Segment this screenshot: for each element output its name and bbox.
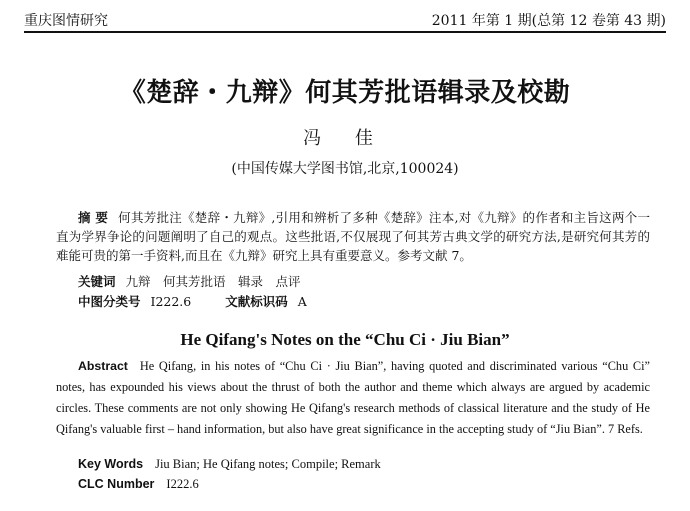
english-clc-label: CLC Number [78, 477, 155, 491]
chinese-clc [78, 292, 307, 310]
chinese-keywords [78, 272, 301, 290]
english-clc [78, 477, 199, 492]
chinese-abstract [56, 208, 650, 265]
paper-title: 《楚辞・九辩》何其芳批语辑录及校勘 [119, 78, 571, 108]
chinese-abstract-text: 何其芳批注《楚辞・九辩》,引用和辨析了多种《楚辞》注本,对《九辩》的作者和主旨这两个一直为学界争论的问题阐明了自己的观点。这些批语,不仅展现了何其芳古典文学的研究方法,是研究何其芳的难能可贵的第一手资料,而且在《九辩》研究上具有重要意义。参考文献 7。 [56, 210, 650, 263]
chinese-abstract-label: 摘 要 [78, 210, 109, 225]
english-keywords-text: Jiu Bian; He Qifang notes; Compile; Remark [155, 457, 381, 471]
running-header [24, 4, 666, 33]
author-name: 冯 佳 [303, 128, 387, 149]
author-affiliation: (中国传媒大学图书馆,北京,100024) [231, 161, 459, 177]
chinese-clc-label: 中图分类号 [78, 294, 141, 309]
english-clc-value: I222.6 [166, 477, 199, 491]
english-keywords-label: Key Words [78, 457, 144, 471]
document-code-label: 文献标识码 [225, 294, 288, 309]
english-abstract [56, 356, 650, 440]
chinese-keywords-label: 关键词 [78, 274, 116, 289]
english-title: He Qifang's Notes on the “Chu Ci · Jiu Bian” [180, 330, 510, 349]
english-abstract-text: He Qifang, in his notes of “Chu Ci · Jiu Bian”, having quoted and discriminated various “Chu Ci” notes, has expounded his views about the thrust of both the author and theme which always are argued by academic circles. These comments are not only showing He Qifang's research methods of classical literature and the study of He Qifang's valuable first – hand information, but also have great significance in the accepting study of “Jiu Bian”. 7 Refs. [56, 359, 650, 436]
english-abstract-label: Abstract [78, 359, 128, 373]
journal-name: 重庆图情研究 [24, 13, 108, 29]
chinese-keywords-text: 九辩 何其芳批语 辑录 点评 [125, 274, 301, 289]
chinese-clc-value: I222.6 [150, 294, 192, 309]
document-code-value: A [297, 294, 307, 309]
issue-info: 2011 年第 1 期(总第 12 卷第 43 期) [431, 13, 666, 29]
english-keywords [78, 457, 381, 472]
